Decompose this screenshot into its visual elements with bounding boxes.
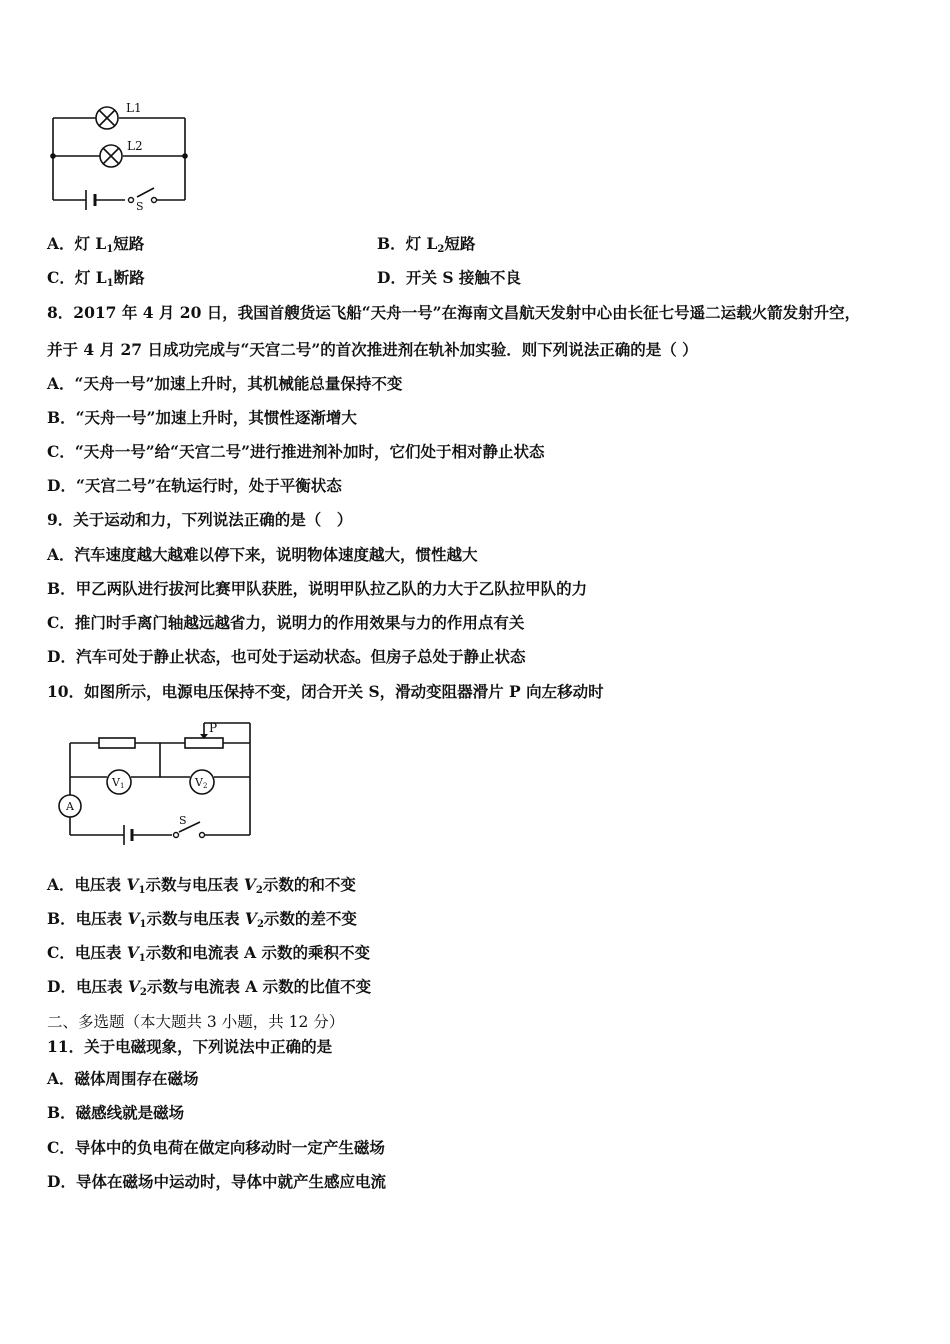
q7-option-c: C．灯 $L_1$断路 [47, 268, 145, 289]
q9-option-c: C．推门时手离门轴越远越省力，说明力的作用效果与力的作用点有关 [47, 613, 525, 632]
label-s: S [136, 200, 144, 210]
q8-option-d: D．“天宫二号”在轨运行时，处于平衡状态 [47, 476, 342, 495]
lamp-l2-icon [100, 145, 122, 167]
q11-option-a: A．磁体周围存在磁场 [47, 1069, 199, 1088]
q11-stem: 11．关于电磁现象，下列说法中正确的是 [47, 1037, 333, 1056]
q8-option-a: A．“天舟一号”加速上升时，其机械能总量保持不变 [47, 374, 403, 393]
rheostat-icon [185, 738, 223, 748]
junction-dot-icon [182, 153, 188, 159]
switch-contact-icon [129, 198, 134, 203]
q9-option-d: D．汽车可处于静止状态，也可处于运动状态。但房子总处于静止状态 [47, 647, 526, 666]
q8-stem-line2: 并于 4 月 27 日成功完成与“天宫二号”的首次推进剂在轨补加实验．则下列说法正确的是（ ） [47, 340, 698, 359]
label-v1: V1 [112, 776, 125, 790]
label-p: P [209, 721, 218, 735]
q10-option-d: D．电压表 $V_2$示数与电流表 A 示数的比值不变 [47, 977, 372, 998]
q7-option-b: B．灯 $L_2$短路 [377, 234, 476, 255]
switch-contact-icon [152, 198, 157, 203]
label-s: S [179, 814, 187, 827]
q11-option-d: D．导体在磁场中运动时，导体中就产生感应电流 [47, 1172, 386, 1191]
q10-stem: 10．如图所示，电源电压保持不变，闭合开关 S，滑动变阻器滑片 P 向左移动时 [47, 682, 604, 701]
junction-dot-icon [50, 153, 56, 159]
q10-option-c: C．电压表 $V_1$示数和电流表 A 示数的乘积不变 [47, 943, 371, 964]
fixed-resistor-icon [99, 738, 135, 748]
switch-contact-icon [174, 833, 179, 838]
q10-option-a: A．电压表 $V_1$示数与电压表 $V_2$示数的和不变 [47, 875, 356, 896]
q11-option-b: B．磁感线就是磁场 [47, 1103, 185, 1122]
battery-icon [124, 825, 132, 845]
q9-option-b: B．甲乙两队进行拔河比赛甲队获胜，说明甲队拉乙队的力大于乙队拉甲队的力 [47, 579, 588, 598]
q9-stem: 9．关于运动和力，下列说法正确的是（ ） [47, 510, 353, 529]
label-a: A [66, 800, 74, 813]
q8-option-c: C．“天舟一号”给“天宫二号”进行推进剂补加时，它们处于相对静止状态 [47, 442, 545, 461]
q11-option-c: C．导体中的负电荷在做定向移动时一定产生磁场 [47, 1138, 385, 1157]
switch-contact-icon [200, 833, 205, 838]
q9-option-a: A．汽车速度越大越难以停下来，说明物体速度越大，惯性越大 [47, 545, 478, 564]
label-l1: L1 [126, 101, 142, 115]
q10-option-b: B．电压表 $V_1$示数与电压表 $V_2$示数的差不变 [47, 909, 357, 930]
section-heading: 二、多选题（本大题共 3 小题，共 12 分） [47, 1013, 345, 1031]
battery-icon [86, 190, 95, 210]
label-l2: L2 [127, 139, 143, 153]
q7-circuit-diagram [44, 100, 194, 210]
q7-option-d: D．开关 S 接触不良 [377, 268, 521, 287]
q8-stem-line1: 8．2017 年 4 月 20 日，我国首艘货运飞船“天舟一号”在海南文昌航天发射中心由长征七号遥二运载火箭发射升空， [47, 303, 861, 322]
q8-option-b: B．“天舟一号”加速上升时，其惯性逐渐增大 [47, 408, 357, 427]
q10-circuit-diagram [52, 718, 262, 848]
q7-option-a: A．灯 $L_1$短路 [47, 234, 145, 255]
lamp-l1-icon [96, 107, 118, 129]
label-v2: V2 [195, 776, 208, 790]
